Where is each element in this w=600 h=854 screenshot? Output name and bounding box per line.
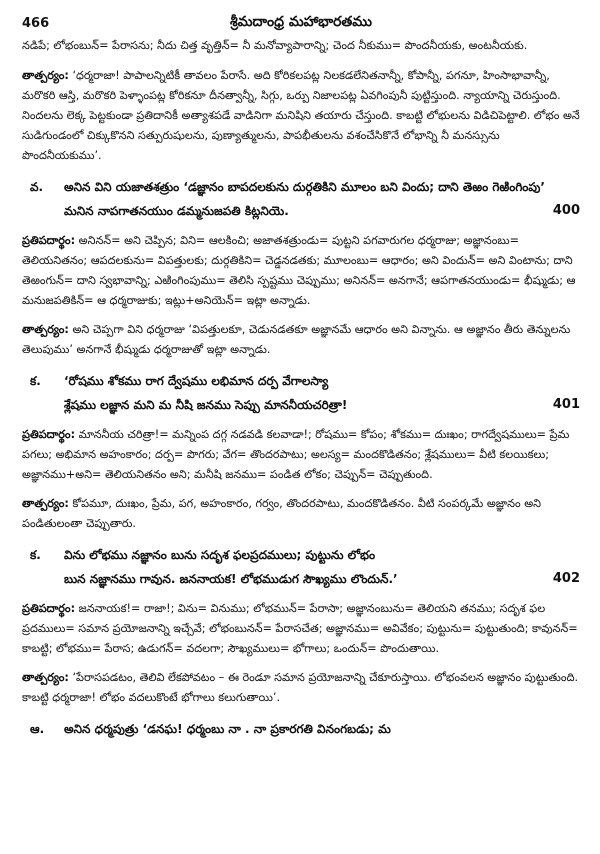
- section-text: అనినన్‌= అని చెప్పిన; విని= ఆలకించి; అజాతశత్రుండు= పుట్టని పగవారుగల ధర్మరాజు; అజ్ఞానంబు= తెలియనితనం; ఆపదలకును= విపత్తులకు; దుర్గతికిని= చెడ్డనడతకు; మూలంబు= ఆధారం; అని విందున్‌= అని వింటాను; దాని తెఱంగున్‌= దాని స్వభావాన్ని; ఎఱింగింపుము= తెలిసి స్పష్టము చెప్పుము; అనినన్‌= అనగానే; ఆపగాతనయుండు= భీష్ముడు; ఆ మనుజపతికిన్‌= ఆ ధర్మరాజుకు; ఇట్లు+అనియెన్‌= ఇట్లా అన్నాడు.: [22, 234, 576, 307]
- tatparyam-block: [22, 320, 580, 360]
- section-text: ‘పేరాసపడటం, తెలివి లేకపోవటం – ఈ రెండూ సమాన ప్రయోజనాన్ని చేకూరుస్తాయి. లోభంవలన అజ్ఞానం పుట్టుతుంది. కాబట్టి ధర్మరాజా! లోభం వదలుకొంటే భోగాలు కలుగుతాయి’.: [22, 671, 579, 704]
- section-text: మాననీయ చరిత్రా!= మన్నింప దగ్గ నడవడి కలవాడా!; రోషము= కోపం; శోకము= దుఃఖం; రాగద్వేషములు= ప్రేమ పగలు; అభిమాన అహంకారం; దర్ప= పొగరు; వేగ= తొందరపాటు; అలస్య= మందకొడితనం; శ్లేషములు= వీటి కలయికలు; అజ్ఞానము+అని= తెలియనితనం అని; మనీషి జనము= పండిత లోకం; చెప్పున్‌= చెప్పుతుంది.: [22, 428, 570, 481]
- verse-line: అనిన విని యజాతశత్రుం ‘డజ్ఞానం బాపదలకును దుర్గతికిని మూలం బని విందు; దాని తెఱం గెఱింగింపు’: [64, 180, 545, 194]
- verse-line: [64, 199, 580, 223]
- page-number: 466: [22, 16, 50, 31]
- page: [22, 14, 580, 749]
- section-label: ప్రతిపదార్థం:: [22, 428, 76, 441]
- verse-mark: క.: [30, 374, 41, 388]
- section-label: తాత్పర్యం:: [22, 69, 69, 82]
- tatparyam-block: [22, 668, 580, 708]
- tatparyam-block: [22, 66, 580, 166]
- verse-number: 400: [552, 203, 580, 218]
- page-header: [22, 14, 580, 36]
- verse-401: [22, 369, 580, 417]
- section-label: ప్రతిపదార్థం:: [22, 602, 76, 615]
- section-label: తాత్పర్యం:: [22, 497, 69, 510]
- verse-402: [22, 543, 580, 591]
- section-text: జననాయక!= రాజా!; విను= వినుము; లోభమున్‌= పేరాసా; అజ్ఞానంబును= తెలియని తనము; సదృశ ఫల ప్రదములు= సమాన ప్రయోజనాన్ని ఇచ్చేవే; లోభంబునన్‌= పేరాసచేత; అజ్ఞానము= అవివేకం; పుట్టును= పుట్టుతుంది; కావునన్‌= కాబట్టి; లోభము= పేరాస; ఉడుగన్‌= వదలగా; సౌఖ్యములు= భోగాలు; ఒందున్‌= పొందుతాయి.: [22, 602, 578, 655]
- verse-400: [22, 175, 580, 223]
- verse-number: 401: [552, 397, 580, 412]
- verse-line: విను లోభము నజ్ఞానం బును సదృశ ఫలప్రదములు; పుట్టును లోభం: [64, 548, 376, 562]
- verse-line: [64, 567, 580, 591]
- verse-line: [64, 393, 580, 417]
- section-text: కోపమూ, దుఃఖం, ప్రేమ, పగ, అహంకారం, గర్వం, తొందరపాటు, మందకొడితనం. వీటి సంపర్కమే అజ్ఞానం అని పండితులంతా చెప్పుతారు.: [22, 497, 542, 530]
- verse-line-text: మనిన నాపగాతనయుం డమ్మనుజపతి కిట్లనియె.: [64, 204, 289, 218]
- verse-number: 402: [552, 571, 580, 586]
- verse-mark: ఆ.: [30, 722, 45, 736]
- verse-line-text: బున నజ్ఞానము గావున. జననాయక! లోభముడుగ సౌఖ్యము లొందున్‌.’: [64, 572, 398, 586]
- pratipadartham-block: [22, 425, 580, 485]
- running-title: శ్రీమదాంధ్ర మహాభారతము: [230, 14, 372, 30]
- section-label: ప్రతిపదార్థం:: [22, 234, 76, 247]
- verse-line: అనిన ధర్మపుత్రు ‘డనఘ! ధర్మంబు నా . నా ప్రకారగతి వినంగబడు; మ: [64, 722, 391, 736]
- pratipadartham-block: [22, 231, 580, 311]
- section-label: తాత్పర్యం:: [22, 323, 69, 336]
- verse-mark: క.: [30, 548, 41, 562]
- lead-text: నడిపే; లోభంబున్‌= పేరాసను; నీదు చిత్త వృత్తిన్‌= నీ మనోవ్యాపారాన్ని; చెంద నీకుము= పొందనీయకు, అంటనీయకు.: [22, 39, 528, 52]
- verse-line-text: శ్లేషము లజ్ఞాన మని మ నీషి జనము సెప్పు మాననీయచరిత్రా!: [64, 398, 348, 412]
- section-text: ‘ధర్మరాజా! పాపాలన్నిటికీ తావలం పేరాసే. అది కోరికలపట్ల నిలకడలేనితనాన్నీ, కోపాన్నీ, పగనూ, హింసాభావాన్నీ, మరొకరి ఆస్తి, మరొకరి పెళ్ళాంపట్ల కోరికనూ దీనత్వాన్నీ, సిగ్గు, ఒర్పు నిజాలపట్ల ఏవగింపునీ పుట్టిస్తుంది. న్యాయాన్ని చెరుస్తుంది. నిందలను లెక్క పెట్టకుండా ప్రతిదానికీ అత్యాశపడే వాడినిగా మనిషిని తయారు చేస్తుంది. కాబట్టి లోభులను విడిచిపెట్టాలి. లోభం అనే సుడిగుండంలో చిక్కుకొనని సత్పురుషులను, పుణ్యాత్ములను, పాపభీతులను వశంచేసికొనే లోభాన్ని నీ మనస్సును పొందనీయకుము’.: [22, 69, 580, 162]
- pratipadartham-block: [22, 599, 580, 659]
- tatparyam-block: [22, 494, 580, 534]
- verse-mark: వ.: [30, 180, 44, 194]
- verse-continuing: [22, 717, 580, 741]
- section-text: అని చెప్పగా విని ధర్మరాజు ‘విపత్తులకూ, చెడునడతకూ అజ్ఞానమే ఆధారం అని విన్నాను. ఆ అజ్ఞానం తీరు తెన్నులను తెలుపుము’ అనగానే భీష్ముడు ధర్మరాజుతో ఇట్లా అన్నాడు.: [22, 323, 571, 356]
- section-label: తాత్పర్యం:: [22, 671, 69, 684]
- verse-line: ‘రోషము శోకము రాగ ద్వేషము లభిమాన దర్ప వేగాలస్యా: [64, 374, 329, 388]
